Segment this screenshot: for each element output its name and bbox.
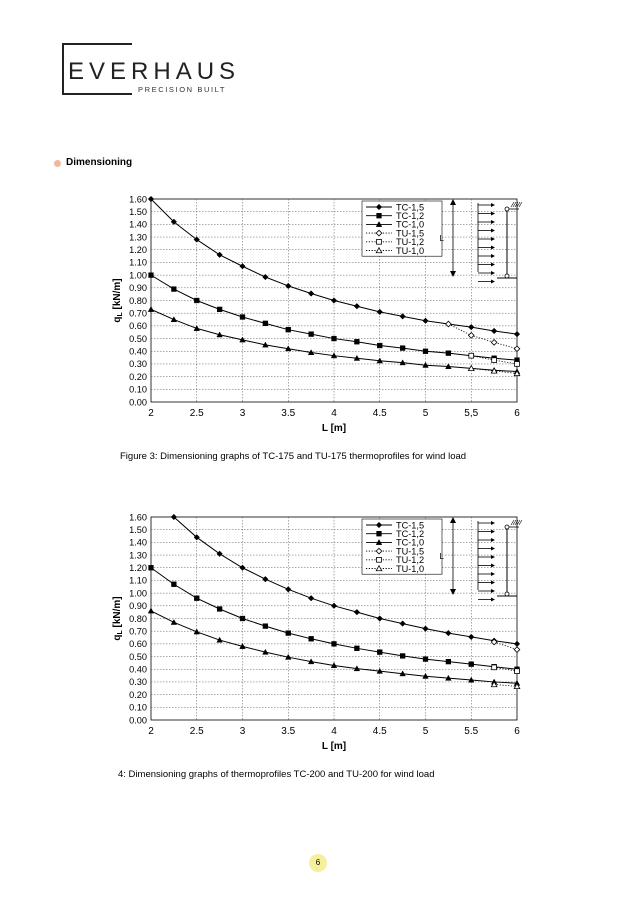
legend-label: TC-1,2 [396, 529, 425, 539]
x-tick-label: 4.5 [372, 726, 387, 737]
x-tick-label: 6 [514, 726, 520, 737]
data-point-square [332, 336, 337, 341]
data-point-square [377, 239, 382, 244]
legend-label: TU-1,0 [396, 245, 425, 256]
x-tick-label: 4.5 [372, 408, 387, 419]
y-tick-label: 1.00 [129, 588, 147, 599]
y-tick-label: 0.10 [129, 702, 147, 713]
legend-label: TU-1,2 [396, 237, 425, 248]
data-point-square [492, 665, 497, 670]
legend-label: TC-1,2 [396, 211, 425, 221]
data-point-square [240, 616, 245, 621]
data-point-square [286, 631, 291, 636]
bottom-hinge-icon [505, 592, 509, 596]
y-tick-label: 0.60 [129, 639, 147, 650]
legend-label: TU-1,5 [396, 228, 425, 239]
data-point-square [469, 662, 474, 667]
brand-logo-wordmark: EVERHAUS [68, 58, 241, 85]
x-tick-label: 5,5 [464, 408, 479, 419]
data-point-square [171, 287, 176, 292]
legend-label: TC-1,5 [396, 202, 425, 213]
y-tick-label: 0.50 [129, 651, 147, 662]
data-point-square [400, 654, 405, 659]
data-point-square [217, 307, 222, 312]
y-axis-label: $q_L$ [kN/m] [112, 596, 124, 641]
x-axis-label: L [m] [321, 741, 347, 752]
y-tick-label: 1.50 [129, 206, 147, 217]
data-point-square [194, 596, 199, 601]
brand-tagline: PRECISION BUILT [138, 85, 227, 94]
data-point-square [149, 565, 154, 570]
y-tick-label: 0.70 [129, 626, 147, 637]
y-tick-label: 1.30 [129, 550, 147, 561]
y-tick-label: 0.00 [129, 397, 147, 408]
dimensioning-chart-175 [100, 190, 530, 440]
y-tick-label: 0.30 [129, 677, 147, 688]
y-tick-label: 0.80 [129, 613, 147, 624]
data-point-square [515, 669, 520, 674]
y-tick-label: 0.40 [129, 346, 147, 357]
data-point-square [400, 346, 405, 351]
y-tick-label: 1.60 [129, 512, 147, 523]
y-tick-label: 1.60 [129, 194, 147, 205]
top-hinge-icon [505, 207, 509, 211]
y-tick-label: 0.20 [129, 371, 147, 382]
x-tick-label: 3 [239, 726, 246, 737]
top-hinge-icon [505, 525, 509, 529]
legend-label: TU-1,2 [396, 555, 425, 566]
y-tick-label: 0.80 [129, 295, 147, 306]
legend-label: TC-1,0 [396, 537, 425, 548]
figure-caption: 4: Dimensioning graphs of thermoprofiles TC-200 and TU-200 for wind load [118, 769, 435, 780]
span-dimension-label: L [439, 234, 444, 243]
x-tick-label: 4 [331, 408, 337, 419]
y-tick-label: 0.10 [129, 384, 147, 395]
y-tick-label: 0.50 [129, 333, 147, 344]
y-tick-label: 0.20 [129, 689, 147, 700]
data-point-square [377, 650, 382, 655]
x-tick-label: 5 [422, 726, 429, 737]
y-tick-label: 1.10 [129, 257, 147, 268]
data-point-square [286, 327, 291, 332]
y-tick-label: 0.90 [129, 283, 147, 294]
data-point-square [263, 321, 268, 326]
data-point-square [354, 339, 359, 344]
y-tick-label: 0.30 [129, 359, 147, 370]
x-tick-label: 2 [148, 408, 154, 419]
data-point-square [446, 659, 451, 664]
page-number: 6 [309, 854, 327, 872]
x-tick-label: 6 [514, 408, 520, 419]
y-tick-label: 1.10 [129, 575, 147, 586]
y-tick-label: 1.00 [129, 270, 147, 281]
y-tick-label: 1.20 [129, 563, 147, 574]
data-point-square [171, 582, 176, 587]
data-point-square [377, 213, 382, 218]
data-point-square [309, 636, 314, 641]
legend-label: TC-1,5 [396, 520, 425, 531]
x-tick-label: 3 [239, 408, 246, 419]
x-axis-label: L [m] [321, 423, 347, 434]
x-tick-label: 3.5 [281, 726, 296, 737]
data-point-square [377, 343, 382, 348]
data-point-square [515, 362, 520, 367]
section-title: Dimensioning [66, 157, 133, 168]
x-tick-label: 2.5 [189, 408, 204, 419]
y-tick-label: 1.40 [129, 537, 147, 548]
data-point-square [309, 332, 314, 337]
data-point-square [469, 353, 474, 358]
y-axis-label: $q_L$ [kN/m] [112, 278, 124, 323]
data-point-square [492, 358, 497, 363]
figure-caption: Figure 3: Dimensioning graphs of TC-175 and TU-175 thermoprofiles for wind load [120, 451, 467, 462]
data-point-square [240, 315, 245, 320]
data-point-square [377, 557, 382, 562]
x-tick-label: 4 [331, 726, 337, 737]
x-tick-label: 5.5 [464, 726, 479, 737]
data-point-square [446, 351, 451, 356]
x-tick-label: 3.5 [281, 408, 296, 419]
data-point-square [194, 298, 199, 303]
legend-label: TU-1,5 [396, 546, 425, 557]
y-tick-label: 1.50 [129, 524, 147, 535]
section-bullet [54, 160, 61, 167]
y-tick-label: 0.90 [129, 601, 147, 612]
data-point-square [423, 657, 428, 662]
y-tick-label: 0.60 [129, 321, 147, 332]
x-tick-label: 5 [422, 408, 429, 419]
y-tick-label: 1.20 [129, 245, 147, 256]
data-point-square [149, 273, 154, 278]
data-point-square [377, 531, 382, 536]
data-point-square [354, 646, 359, 651]
y-tick-label: 0.00 [129, 715, 147, 726]
data-point-square [332, 641, 337, 646]
legend-label: TC-1,0 [396, 219, 425, 230]
data-point-square [217, 607, 222, 612]
x-tick-label: 2 [148, 726, 154, 737]
legend-label: TU-1,0 [396, 563, 425, 574]
y-tick-label: 0.40 [129, 664, 147, 675]
y-tick-label: 0.70 [129, 308, 147, 319]
y-tick-label: 1.40 [129, 219, 147, 230]
dimensioning-chart-200 [100, 508, 530, 758]
x-tick-label: 2.5 [189, 726, 204, 737]
data-point-square [423, 349, 428, 354]
y-tick-label: 1.30 [129, 232, 147, 243]
data-point-square [263, 624, 268, 629]
bottom-hinge-icon [505, 274, 509, 278]
span-dimension-label: L [439, 552, 444, 561]
